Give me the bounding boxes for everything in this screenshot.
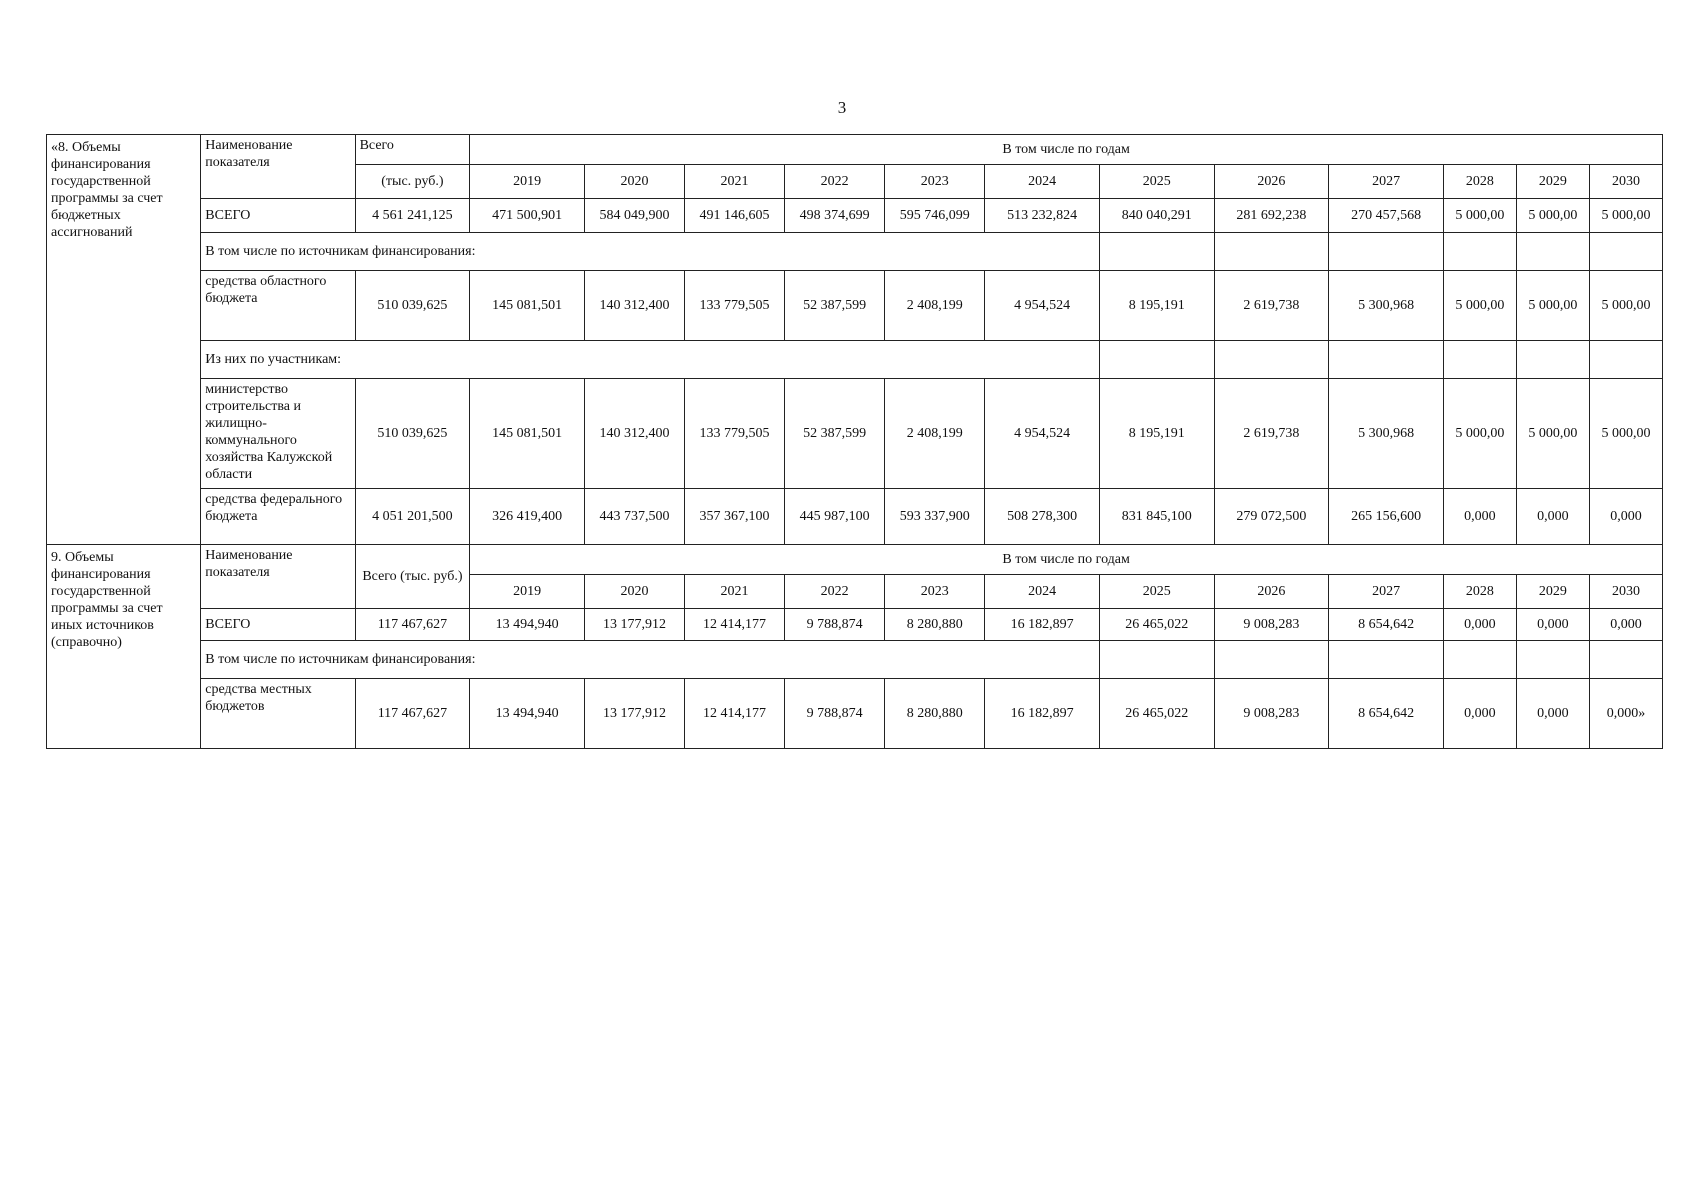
year-2026: 2026 [1214,165,1329,199]
table-row [47,609,1663,641]
year-2022: 2022 [785,575,885,609]
value-cell: 8 654,642 [1329,679,1444,749]
section8-total-unit: (тыс. руб.) [355,165,470,199]
row-label: министерство строительства и жилищно-коммунального хозяйства Калужской области [201,379,355,489]
row-total: 117 467,627 [355,679,470,749]
value-cell: 2 408,199 [885,379,985,489]
value-cell: 9 788,874 [785,609,885,641]
section8-title: «8. Объемы финансирования государственной программы за счет бюджетных ассигнований [47,135,201,545]
page-number: 3 [837,98,847,117]
year-2020: 2020 [584,165,684,199]
year-2021: 2021 [685,165,785,199]
empty-cell [1329,233,1444,271]
row-label: ВСЕГО [201,199,355,233]
value-cell: 5 000,00 [1589,199,1662,233]
value-cell: 2 619,738 [1214,379,1329,489]
value-cell: 281 692,238 [1214,199,1329,233]
row-total: 4 561 241,125 [355,199,470,233]
value-cell: 5 000,00 [1516,199,1589,233]
value-cell: 4 954,524 [985,379,1100,489]
empty-cell [1214,233,1329,271]
row-label: средства местных бюджетов [201,679,355,749]
value-cell: 12 414,177 [685,679,785,749]
empty-cell [1443,641,1516,679]
table-row [47,271,1663,341]
value-cell: 26 465,022 [1099,609,1214,641]
year-2022: 2022 [785,165,885,199]
row-label: средства федерального бюджета [201,489,355,545]
year-2025: 2025 [1099,165,1214,199]
empty-cell [1589,233,1662,271]
empty-cell [1329,341,1444,379]
year-2023: 2023 [885,165,985,199]
value-cell: 8 280,880 [885,609,985,641]
row-label: средства областного бюджета [201,271,355,341]
value-cell: 5 000,00 [1589,379,1662,489]
empty-cell [1329,641,1444,679]
value-cell: 593 337,900 [885,489,985,545]
subheader-label: В том числе по источникам финансирования: [201,233,1100,271]
table-row [47,679,1663,749]
year-2027: 2027 [1329,575,1444,609]
value-cell: 0,000 [1443,609,1516,641]
table-row [47,489,1663,545]
value-cell: 279 072,500 [1214,489,1329,545]
row-label: ВСЕГО [201,609,355,641]
year-2029: 2029 [1516,575,1589,609]
section9-title: 9. Объемы финансирования государственной программы за счет иных источников (справочно) [47,545,201,749]
empty-cell [1214,641,1329,679]
value-cell: 13 177,912 [584,609,684,641]
value-cell: 145 081,501 [470,379,585,489]
value-cell: 13 494,940 [470,679,585,749]
empty-cell [1443,233,1516,271]
year-2027: 2027 [1329,165,1444,199]
year-2030: 2030 [1589,165,1662,199]
section9-total-header: Всего (тыс. руб.) [355,545,470,609]
value-cell: 26 465,022 [1099,679,1214,749]
value-cell: 443 737,500 [584,489,684,545]
value-cell: 471 500,901 [470,199,585,233]
value-cell: 265 156,600 [1329,489,1444,545]
value-cell: 8 195,191 [1099,379,1214,489]
value-cell: 0,000 [1516,609,1589,641]
value-cell: 508 278,300 [985,489,1100,545]
value-cell: 5 000,00 [1443,379,1516,489]
value-cell: 8 280,880 [885,679,985,749]
year-2025: 2025 [1099,575,1214,609]
value-cell: 326 419,400 [470,489,585,545]
section8-header-row [47,135,1663,165]
section9-name-header: Наименование показателя [201,545,355,609]
value-cell: 491 146,605 [685,199,785,233]
value-cell: 513 232,824 [985,199,1100,233]
row-total: 510 039,625 [355,379,470,489]
section8-total-header: Всего [355,135,470,165]
value-cell: 133 779,505 [685,271,785,341]
value-cell: 270 457,568 [1329,199,1444,233]
empty-cell [1214,341,1329,379]
subheader-label: Из них по участникам: [201,341,1100,379]
value-cell: 445 987,100 [785,489,885,545]
empty-cell [1516,341,1589,379]
year-2019: 2019 [470,575,585,609]
value-cell: 16 182,897 [985,609,1100,641]
row-total: 4 051 201,500 [355,489,470,545]
year-2026: 2026 [1214,575,1329,609]
empty-cell [1589,641,1662,679]
section8-name-header: Наименование показателя [201,135,355,199]
value-cell: 357 367,100 [685,489,785,545]
table-subheader-row [47,233,1663,271]
value-cell: 4 954,524 [985,271,1100,341]
financing-table [46,134,1663,749]
value-cell: 5 300,968 [1329,379,1444,489]
year-2023: 2023 [885,575,985,609]
empty-cell [1589,341,1662,379]
value-cell: 5 000,00 [1443,271,1516,341]
empty-cell [1516,641,1589,679]
subheader-label: В том числе по источникам финансирования: [201,641,1100,679]
year-2030: 2030 [1589,575,1662,609]
value-cell: 0,000 [1589,489,1662,545]
value-cell: 13 177,912 [584,679,684,749]
financing-table-container [46,134,1663,749]
table-subheader-row [47,641,1663,679]
year-2028: 2028 [1443,575,1516,609]
section9-years-header: В том числе по годам [470,545,1663,575]
value-cell: 12 414,177 [685,609,785,641]
row-total: 510 039,625 [355,271,470,341]
value-cell: 0,000 [1443,679,1516,749]
empty-cell [1099,341,1214,379]
value-cell: 8 654,642 [1329,609,1444,641]
year-2020: 2020 [584,575,684,609]
value-cell: 584 049,900 [584,199,684,233]
value-cell: 52 387,599 [785,379,885,489]
value-cell: 0,000 [1516,489,1589,545]
year-2024: 2024 [985,575,1100,609]
value-cell: 2 619,738 [1214,271,1329,341]
value-cell: 5 000,00 [1516,271,1589,341]
value-cell: 5 300,968 [1329,271,1444,341]
value-cell: 5 000,00 [1589,271,1662,341]
year-2021: 2021 [685,575,785,609]
value-cell: 0,000 [1443,489,1516,545]
value-cell: 0,000 [1589,609,1662,641]
value-cell: 9 788,874 [785,679,885,749]
empty-cell [1099,233,1214,271]
value-cell: 140 312,400 [584,271,684,341]
value-cell: 2 408,199 [885,271,985,341]
empty-cell [1099,641,1214,679]
value-cell: 831 845,100 [1099,489,1214,545]
value-cell: 0,000 [1516,679,1589,749]
value-cell: 8 195,191 [1099,271,1214,341]
empty-cell [1516,233,1589,271]
value-cell: 140 312,400 [584,379,684,489]
value-cell: 13 494,940 [470,609,585,641]
value-cell: 595 746,099 [885,199,985,233]
value-cell: 52 387,599 [785,271,885,341]
value-cell: 498 374,699 [785,199,885,233]
value-cell: 9 008,283 [1214,679,1329,749]
section8-years-header: В том числе по годам [470,135,1663,165]
year-2028: 2028 [1443,165,1516,199]
section9-header-row [47,545,1663,575]
value-cell: 5 000,00 [1443,199,1516,233]
empty-cell [1443,341,1516,379]
value-cell: 9 008,283 [1214,609,1329,641]
value-cell: 16 182,897 [985,679,1100,749]
value-cell: 5 000,00 [1516,379,1589,489]
value-cell: 0,000» [1589,679,1662,749]
year-2029: 2029 [1516,165,1589,199]
table-row [47,379,1663,489]
value-cell: 133 779,505 [685,379,785,489]
value-cell: 145 081,501 [470,271,585,341]
year-2024: 2024 [985,165,1100,199]
table-subheader-row [47,341,1663,379]
value-cell: 840 040,291 [1099,199,1214,233]
table-row [47,199,1663,233]
row-total: 117 467,627 [355,609,470,641]
year-2019: 2019 [470,165,585,199]
